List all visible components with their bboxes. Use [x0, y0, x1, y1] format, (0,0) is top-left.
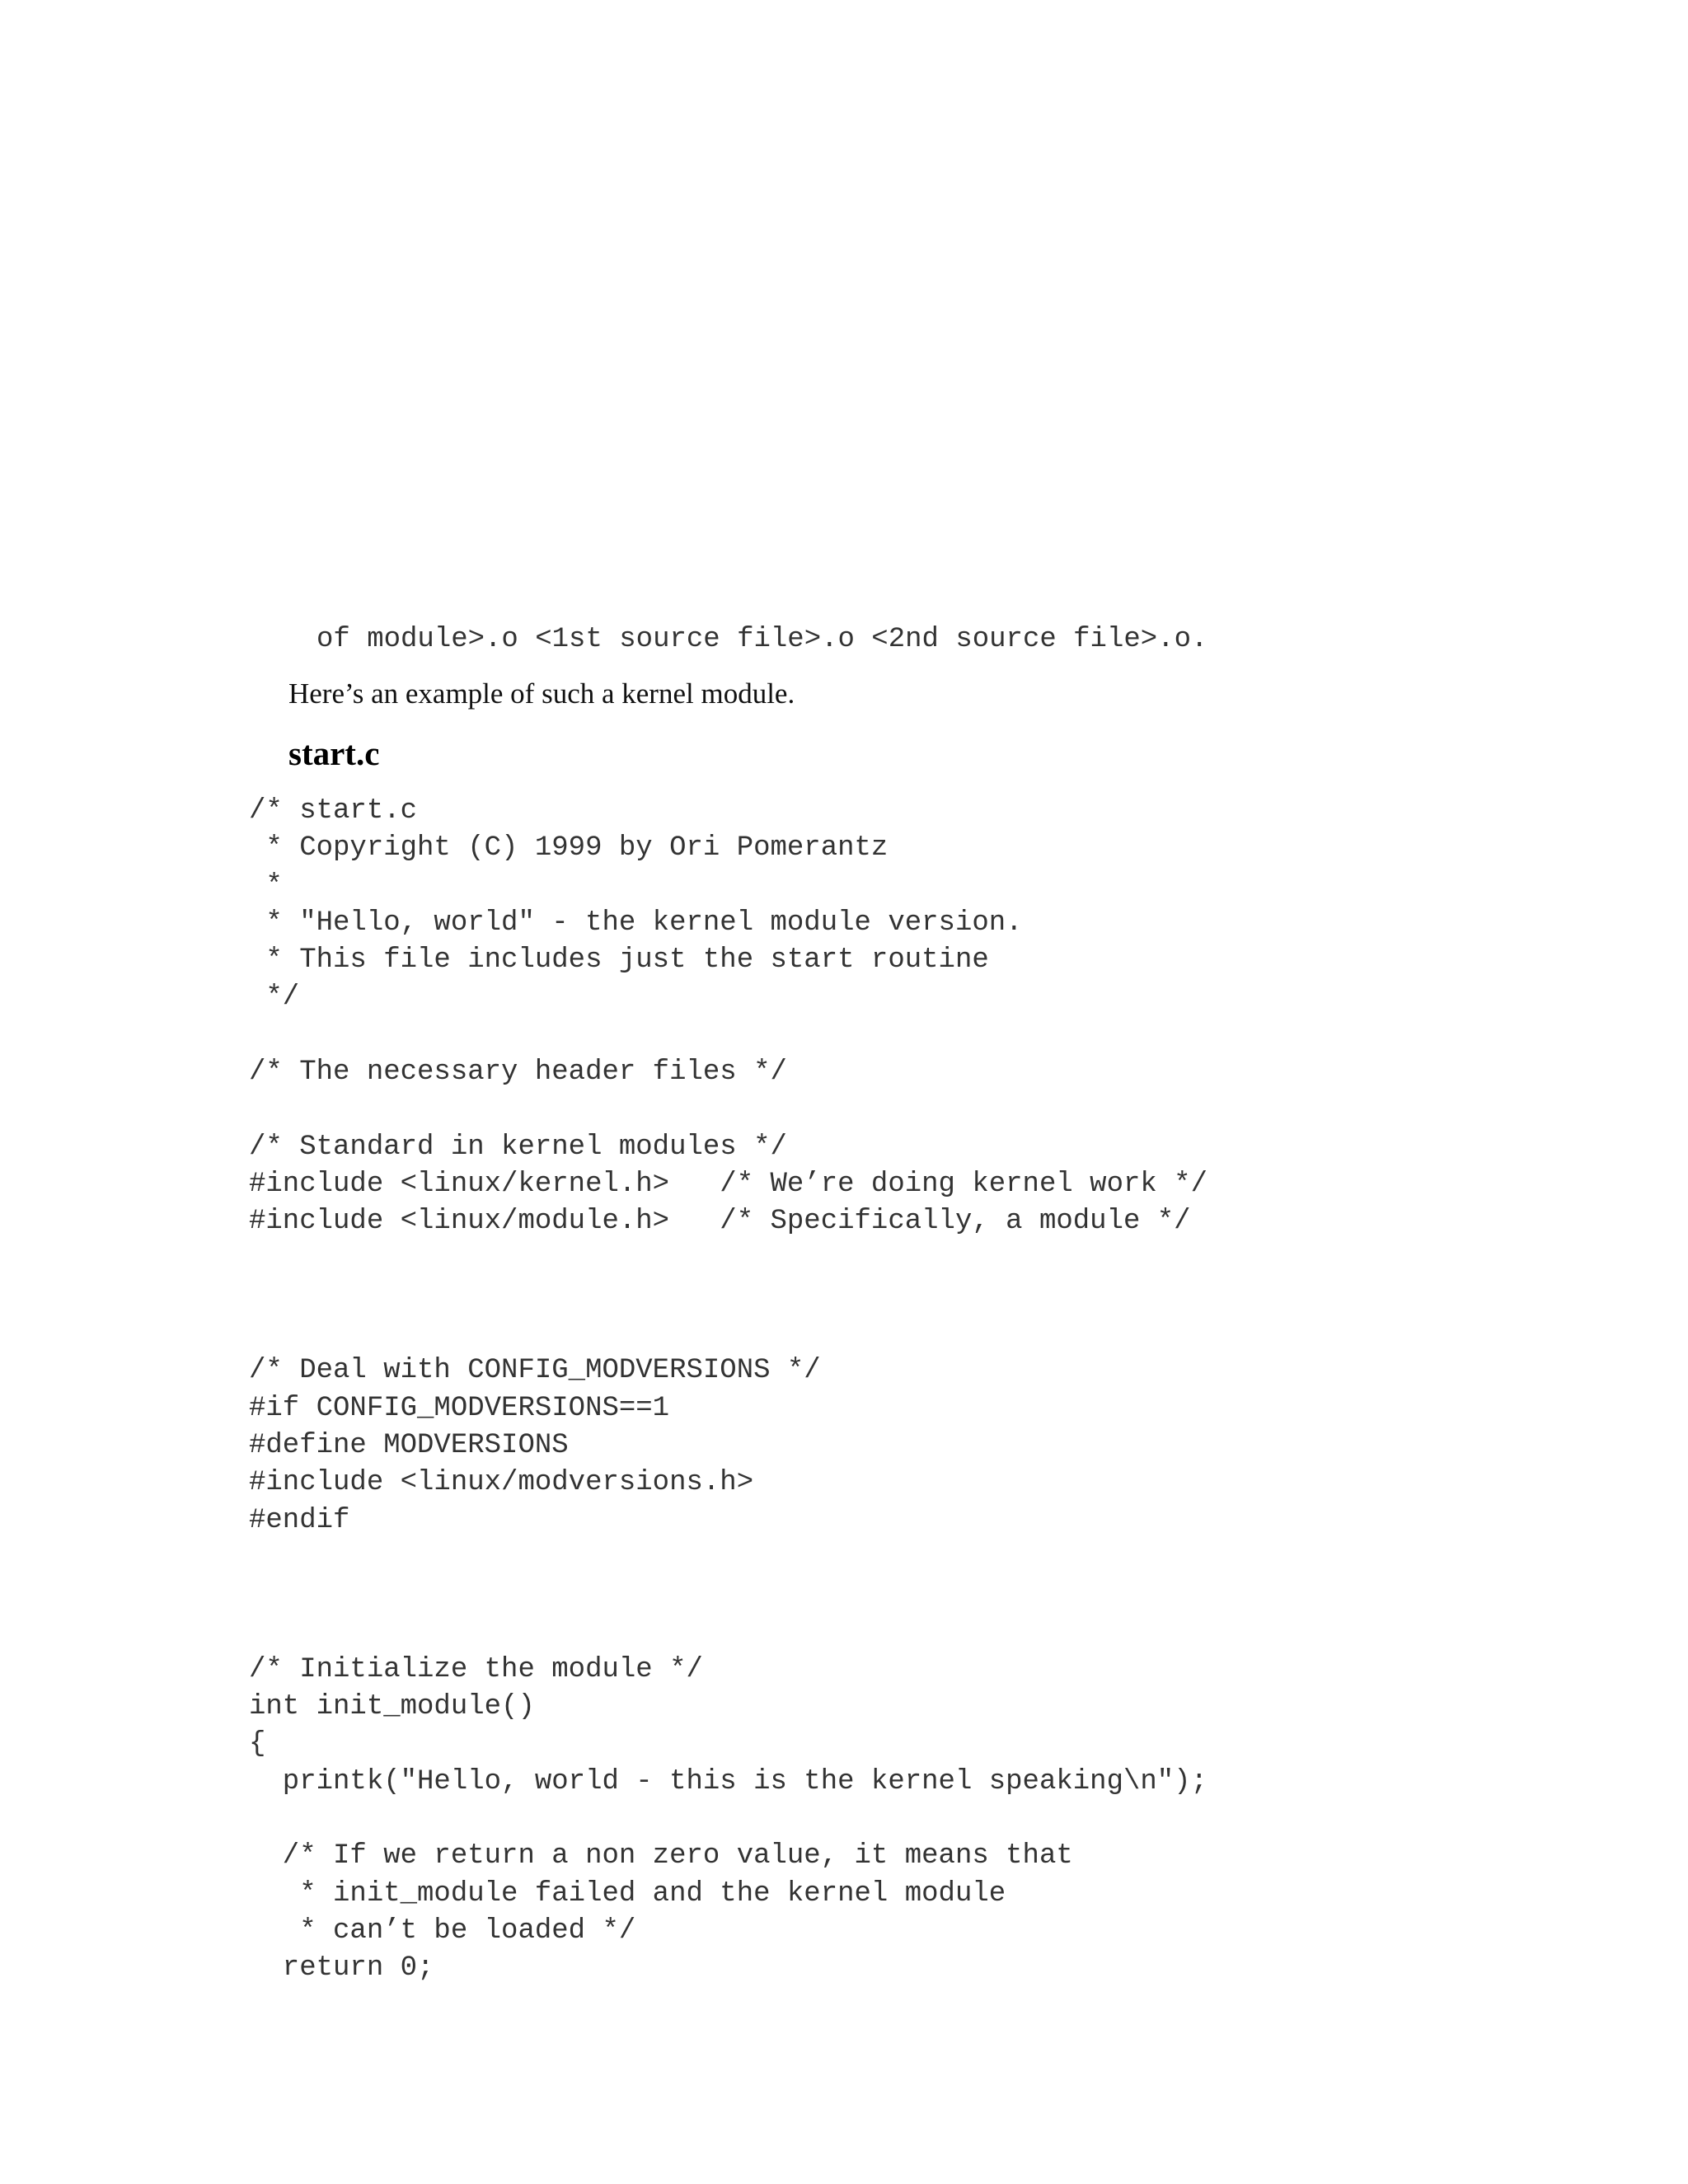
- code-line: * This file includes just the start routine: [249, 944, 989, 977]
- code-line: [249, 1091, 1207, 1128]
- code-line: [249, 1540, 1207, 1577]
- code-line: /* Deal with CONFIG_MODVERSIONS */: [249, 1355, 821, 1387]
- code-line: [249, 1241, 1207, 1278]
- file-heading: start.c: [288, 734, 380, 772]
- code-line: {: [249, 1728, 266, 1760]
- code-line: [249, 1577, 1207, 1614]
- code-line: /* Initialize the module */: [249, 1653, 703, 1685]
- code-line: #endif: [249, 1504, 350, 1536]
- code-line: * init_module failed and the kernel module: [249, 1877, 1006, 1910]
- code-line: #define MODVERSIONS: [249, 1430, 569, 1462]
- code-line: * can’t be loaded */: [249, 1915, 636, 1947]
- code-line: #if CONFIG_MODVERSIONS==1: [249, 1392, 670, 1424]
- code-line: [249, 1278, 1207, 1315]
- code-line: printk("Hello, world - this is the kernel speaking\n");: [249, 1765, 1207, 1797]
- code-line: * Copyright (C) 1999 by Ori Pomerantz: [249, 832, 889, 865]
- code-line: [249, 1615, 1207, 1652]
- code-line: /* The necessary header files */: [249, 1057, 787, 1089]
- code-line: int init_module(): [249, 1691, 535, 1723]
- code-line: #include <linux/module.h> /* Specifically, a module */: [249, 1206, 1191, 1238]
- code-line: /* start.c: [249, 795, 418, 827]
- code-line: */: [249, 982, 300, 1014]
- code-line: /* Standard in kernel modules */: [249, 1131, 787, 1163]
- code-line: [249, 1017, 1207, 1054]
- code-line: [249, 1801, 1207, 1838]
- code-line: * "Hello, world" - the kernel module version.: [249, 907, 1023, 939]
- intro-paragraph: Here’s an example of such a kernel module.: [288, 677, 795, 710]
- code-line: *: [249, 869, 283, 902]
- code-line: #include <linux/kernel.h> /* We’re doing kernel work */: [249, 1168, 1207, 1200]
- code-listing: [249, 793, 1207, 1988]
- code-line: /* If we return a non zero value, it means that: [249, 1840, 1073, 1872]
- code-line: return 0;: [249, 1952, 434, 1985]
- code-line: [249, 1315, 1207, 1352]
- code-line: #include <linux/modversions.h>: [249, 1467, 754, 1499]
- continuation-line: of module>.o <1st source file>.o <2nd source file>.o.: [316, 624, 1208, 655]
